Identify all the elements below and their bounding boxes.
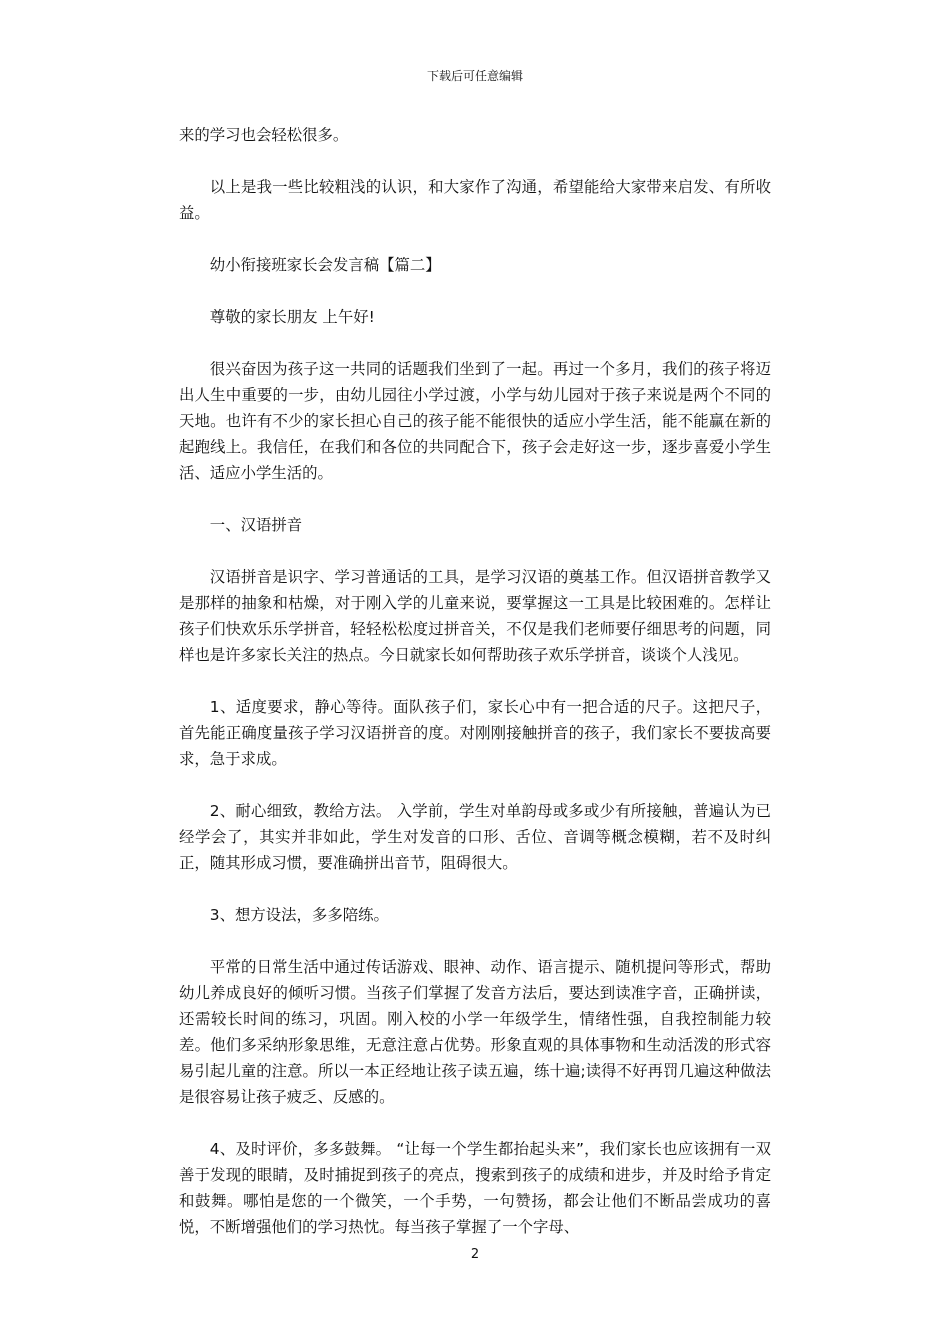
section-title: 幼小衔接班家长会发言稿【篇二】 bbox=[209, 256, 441, 274]
paragraph: 来的学习也会轻松很多。 bbox=[179, 126, 349, 144]
document-body bbox=[179, 122, 771, 1266]
heading: 一、汉语拼音 bbox=[209, 516, 303, 534]
paragraph: 很兴奋因为孩子这一共同的话题我们坐到了一起。再过一个多月，我们的孩子将迈出人生中重要的一步，由幼儿园往小学过渡，小学与幼儿园对于孩子来说是两个不同的天地。也许有不少的家长担心自己的孩子能不能很快的适应小学生活，能不能赢在新的起跑线上。我信任，在我们和各位的共同配合下，孩子会走好这一步，逐步喜爱小学生活、适应小学生活的。 bbox=[179, 360, 771, 482]
list-item: 1、适度要求，静心等待。面队孩子们，家长心中有一把合适的尺子。这把尺子，首先能正确度量孩子学习汉语拼音的度。对刚刚接触拼音的孩子，我们家长不要拔高要求，急于求成。 bbox=[179, 698, 771, 768]
paragraph: 平常的日常生活中通过传话游戏、眼神、动作、语言提示、随机提问等形式，帮助幼儿养成良好的倾听习惯。当孩子们掌握了发音方法后，要达到读准字音，正确拼读，还需较长时间的练习，巩固。刚入校的小学一年级学生，情绪性强，自我控制能力较差。他们多采纳形象思维，无意注意占优势。形象直观的具体事物和生动活泼的形式容易引起儿童的注意。所以一本正经地让孩子读五遍，练十遍;读得不好再罚几遍这种做法是很容易让孩子疲乏、反感的。 bbox=[179, 958, 771, 1106]
paragraph: 以上是我一些比较粗浅的认识，和大家作了沟通，希望能给大家带来启发、有所收益。 bbox=[179, 178, 771, 222]
page-header: 下载后可任意编辑 bbox=[426, 69, 523, 83]
list-item: 2、耐心细致，教给方法。 入学前，学生对单韵母或多或少有所接触，普遍认为已经学会了，其实并非如此，学生对发音的口形、舌位、音调等概念模糊，若不及时纠正，随其形成习惯，要准确拼出音节，阻碍很大。 bbox=[179, 802, 771, 872]
page-number: 2 bbox=[470, 1247, 480, 1262]
list-item: 3、想方设法，多多陪练。 bbox=[209, 906, 389, 924]
greeting: 尊敬的家长朋友 上午好! bbox=[209, 308, 375, 326]
list-item: 4、及时评价，多多鼓舞。 “让每一个学生都抬起头来”，我们家长也应该拥有一双善于发现的眼睛，及时捕捉到孩子的亮点，搜索到孩子的成绩和进步，并及时给予肯定和鼓舞。哪怕是您的一个微笑，一个手势，一句赞扬，都会让他们不断品尝成功的喜悦，不断增强他们的学习热忱。每当孩子掌握了一个字母、 bbox=[179, 1140, 771, 1236]
paragraph: 汉语拼音是识字、学习普通话的工具，是学习汉语的奠基工作。但汉语拼音教学又是那样的抽象和枯燥，对于刚入学的儿童来说，要掌握这一工具是比较困难的。怎样让孩子们快欢乐乐学拼音，轻轻松松度过拼音关，不仅是我们老师要仔细思考的问题，同样也是许多家长关注的热点。今日就家长如何帮助孩子欢乐学拼音，谈谈个人浅见。 bbox=[179, 568, 771, 664]
